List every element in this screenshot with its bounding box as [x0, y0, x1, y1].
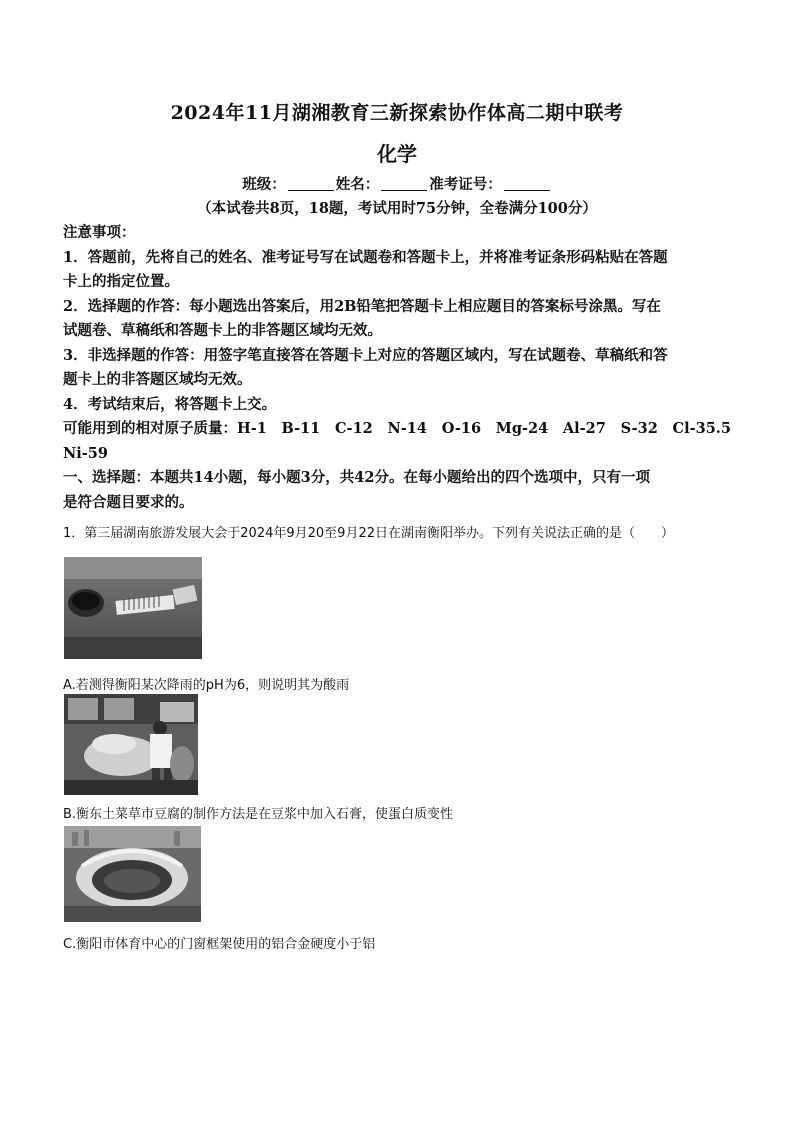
name-label: 姓名：	[335, 176, 380, 193]
notice-item-1a: 1．答题前，先将自己的姓名、准考证号写在试题卷和答题卡上，并将准考证条形码粘贴在答题	[63, 248, 668, 266]
exam-title: 2024年11月湖湘教育三新探索协作体高二期中联考	[170, 102, 624, 124]
option-c: C.衡阳市体育中心的门窗框架使用的铝合金硬度小于铝	[63, 937, 376, 952]
section1-line1: 一、选择题：本题共14小题，每小题3分，共42分。在每小题给出的四个选项中，只有一项	[63, 469, 650, 486]
question-1-text: 1．第三届湖南旅游发展大会于2024年9月20至9月22日在湖南衡阳举办。下列有关说法正确的是（	[63, 526, 635, 541]
notice-item-3b: 题卡上的非答题区域均无效。	[63, 371, 252, 388]
class-label: 班级：	[242, 176, 286, 193]
exam-note: （本试卷共8页，18题，考试用时75分钟，全卷满分100分）	[197, 200, 597, 217]
atomic-mass-cl: Cl-35.5	[672, 420, 731, 437]
atomic-mass-o: O-16	[441, 420, 482, 437]
exam-id-blank[interactable]	[504, 176, 550, 191]
question-1-stem	[63, 522, 743, 541]
option-a: A.若测得衡阳某次降雨的pH为6，则说明其为酸雨	[63, 678, 350, 693]
notice-item-2b: 试题卷、草稿纸和答题卡上的非答题区域均无效。	[63, 322, 382, 339]
question-1-paren-close: ）	[660, 526, 674, 541]
notice-item-1b: 卡上的指定位置。	[63, 273, 179, 290]
atomic-mass-mg: Mg-24	[495, 420, 549, 437]
student-info-line	[0, 173, 794, 194]
tofu-making-image	[64, 694, 198, 795]
ph-test-photo	[64, 557, 202, 659]
atomic-mass-c: C-12	[335, 420, 373, 437]
sports-center-image	[64, 826, 201, 922]
atomic-masses-line	[63, 417, 731, 442]
notice-item-4: 4．考试结束后，将答题卡上交。	[63, 395, 277, 413]
section1-line2: 是符合题目要求的。	[63, 493, 194, 511]
notice-item-2a: 2．选择题的作答：每小题选出答案后，用2B铅笔把答题卡上相应题目的答案标号涂黑。写在	[63, 297, 661, 315]
atomic-mass-al: Al-27	[562, 420, 606, 437]
subject-title: 化学	[377, 142, 417, 166]
tofu-making-photo	[64, 694, 198, 795]
atomic-mass-s: S-32	[620, 420, 658, 437]
sports-center-photo	[64, 826, 201, 922]
atomic-mass-ni: Ni-59	[63, 444, 108, 462]
class-blank[interactable]	[288, 176, 334, 191]
atomic-masses-label: 可能用到的相对原子质量：H-1	[63, 420, 267, 437]
exam-id-label: 准考证号：	[429, 176, 502, 193]
ph-test-image	[64, 557, 202, 659]
notices-heading: 注意事项：	[63, 224, 136, 241]
option-b: B.衡东土菜草市豆腐的制作方法是在豆浆中加入石膏，使蛋白质变性	[63, 807, 454, 822]
atomic-mass-n: N-14	[387, 420, 427, 437]
notice-item-3a: 3．非选择题的作答：用签字笔直接答在答题卡上对应的答题区域内，写在试题卷、草稿纸和答	[63, 346, 668, 364]
notices-section	[63, 221, 731, 515]
atomic-mass-b: B-11	[281, 420, 321, 437]
name-blank[interactable]	[381, 176, 427, 191]
